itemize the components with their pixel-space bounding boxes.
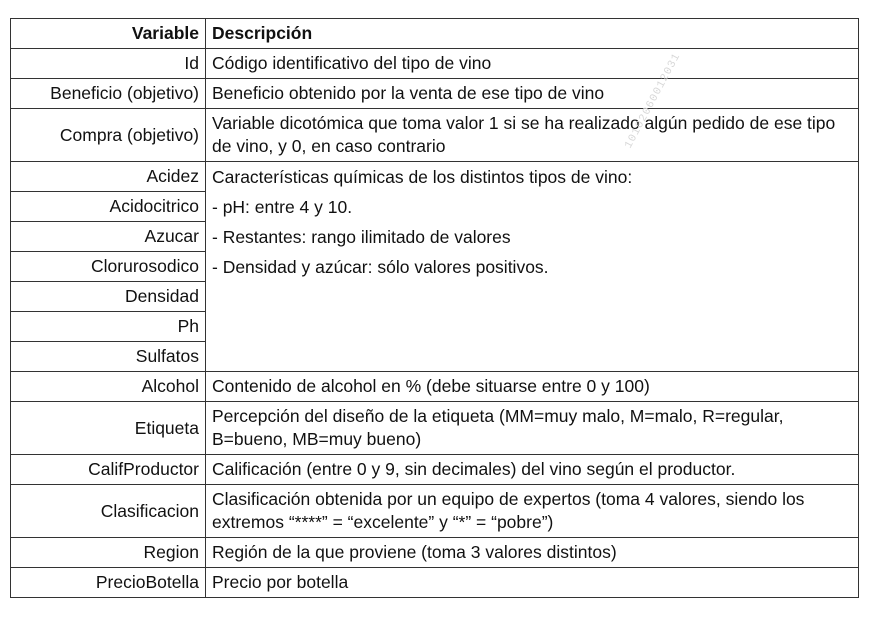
header-variable: Variable — [11, 19, 206, 49]
table-row — [11, 485, 859, 538]
table-row — [11, 455, 859, 485]
table-row — [11, 372, 859, 402]
variable-cell: Acidocitrico — [11, 192, 206, 222]
table-row — [11, 109, 859, 162]
variable-cell: Ph — [11, 312, 206, 342]
chem-description-cell — [206, 162, 859, 372]
description-cell: Variable dicotómica que toma valor 1 si se ha realizado algún pedido de ese tipo de vino, y 0, en caso contrario — [206, 109, 859, 162]
variable-cell: Beneficio (objetivo) — [11, 79, 206, 109]
description-cell: Contenido de alcohol en % (debe situarse entre 0 y 100) — [206, 372, 859, 402]
description-cell: Calificación (entre 0 y 9, sin decimales) del vino según el productor. — [206, 455, 859, 485]
variable-cell: Clorurosodico — [11, 252, 206, 282]
variables-table — [10, 18, 859, 598]
variable-cell: Alcohol — [11, 372, 206, 402]
description-cell: Código identificativo del tipo de vino — [206, 49, 859, 79]
header-description: Descripción — [206, 19, 859, 49]
variable-cell: PrecioBotella — [11, 568, 206, 598]
variable-cell: Acidez — [11, 162, 206, 192]
table-row — [11, 79, 859, 109]
description-cell: Clasificación obtenida por un equipo de expertos (toma 4 valores, siendo los extremos “****” = “excelente” y “*” = “pobre”) — [206, 485, 859, 538]
chem-description-line: - Densidad y azúcar: sólo valores positivos. — [212, 257, 549, 277]
table-row — [11, 162, 859, 192]
description-cell: Región de la que proviene (toma 3 valores distintos) — [206, 538, 859, 568]
variable-cell: Compra (objetivo) — [11, 109, 206, 162]
chem-description-line: - pH: entre 4 y 10. — [212, 197, 353, 217]
variable-cell: Clasificacion — [11, 485, 206, 538]
table-row — [11, 402, 859, 455]
variable-cell: Id — [11, 49, 206, 79]
chem-description-line: - Restantes: rango ilimitado de valores — [212, 227, 511, 247]
variable-cell: Densidad — [11, 282, 206, 312]
table-row — [11, 568, 859, 598]
description-cell: Percepción del diseño de la etiqueta (MM=muy malo, M=malo, R=regular, B=bueno, MB=muy bueno) — [206, 402, 859, 455]
table-row — [11, 49, 859, 79]
table-row — [11, 538, 859, 568]
watermark: 10102060012031 — [622, 51, 684, 151]
chem-description-line: Características químicas de los distintos tipos de vino: — [212, 167, 633, 187]
variable-cell: Azucar — [11, 222, 206, 252]
description-cell: Beneficio obtenido por la venta de ese tipo de vino — [206, 79, 859, 109]
variable-cell: Region — [11, 538, 206, 568]
variable-cell: CalifProductor — [11, 455, 206, 485]
description-cell: Precio por botella — [206, 568, 859, 598]
variable-cell: Sulfatos — [11, 342, 206, 372]
header-row — [11, 19, 859, 49]
variable-cell: Etiqueta — [11, 402, 206, 455]
